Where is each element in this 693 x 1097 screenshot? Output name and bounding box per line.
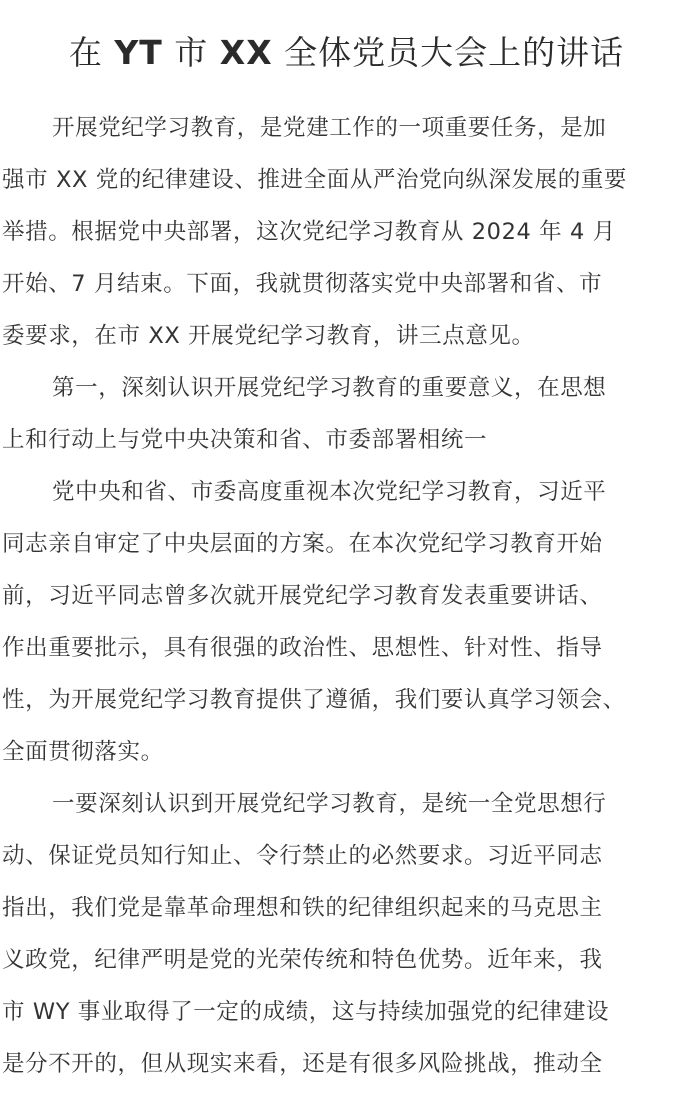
paragraph-2-line-2: 同志亲自审定了中央层面的方案。在本次党纪学习教育开始 (2, 531, 603, 557)
paragraph-3-line-1: 一要深刻认识到开展党纪学习教育，是统一全党思想行 (52, 791, 607, 817)
paragraph-3-line-5: 市 WY 事业取得了一定的成绩，这与持续加强党的纪律建设 (2, 999, 610, 1025)
paragraph-2-line-5: 性，为开展党纪学习教育提供了遵循，我们要认真学习领会、 (2, 687, 626, 713)
title-org-code: XX (219, 33, 273, 72)
speech-title (0, 0, 693, 76)
title-text-2: 市 (162, 33, 220, 72)
paragraph-2-line-4: 作出重要批示，具有很强的政治性、思想性、针对性、指导 (2, 635, 603, 661)
paragraph-1-line-1: 开展党纪学习教育，是党建工作的一项重要任务，是加 (52, 115, 607, 141)
paragraph-1-line-4: 开始、7 月结束。下面，我就贯彻落实党中央部署和省、市 (2, 271, 603, 297)
paragraph-2-line-6: 全面贯彻落实。 (2, 739, 164, 765)
title-text-3: 全体党员大会上的讲话 (272, 33, 625, 72)
title-text-1: 在 (68, 33, 115, 72)
speech-body (0, 102, 693, 1090)
paragraph-3-line-3: 指出，我们党是靠革命理想和铁的纪律组织起来的马克思主 (2, 895, 603, 921)
paragraph-2-line-3: 前，习近平同志曾多次就开展党纪学习教育发表重要讲话、 (2, 583, 603, 609)
paragraph-3-line-6: 是分不开的，但从现实来看，还是有很多风险挑战，推动全 (2, 1051, 603, 1077)
section-heading-line-2: 上和行动上与党中央决策和省、市委部署相统一 (2, 427, 488, 453)
section-heading-line-1: 第一，深刻认识开展党纪学习教育的重要意义，在思想 (52, 375, 607, 401)
paragraph-3-line-4: 义政党，纪律严明是党的光荣传统和特色优势。近年来，我 (2, 947, 603, 973)
paragraph-1-line-3: 举措。根据党中央部署，这次党纪学习教育从 2024 年 4 月 (2, 219, 616, 245)
paragraph-2-line-1: 党中央和省、市委高度重视本次党纪学习教育，习近平 (52, 479, 607, 505)
paragraph-1-line-5: 委要求，在市 XX 开展党纪学习教育，讲三点意见。 (2, 323, 535, 349)
paragraph-1-line-2: 强市 XX 党的纪律建设、推进全面从严治党向纵深发展的重要 (2, 167, 628, 193)
title-city-code: YT (114, 33, 163, 72)
paragraph-3-line-2: 动、保证党员知行知止、令行禁止的必然要求。习近平同志 (2, 843, 603, 869)
